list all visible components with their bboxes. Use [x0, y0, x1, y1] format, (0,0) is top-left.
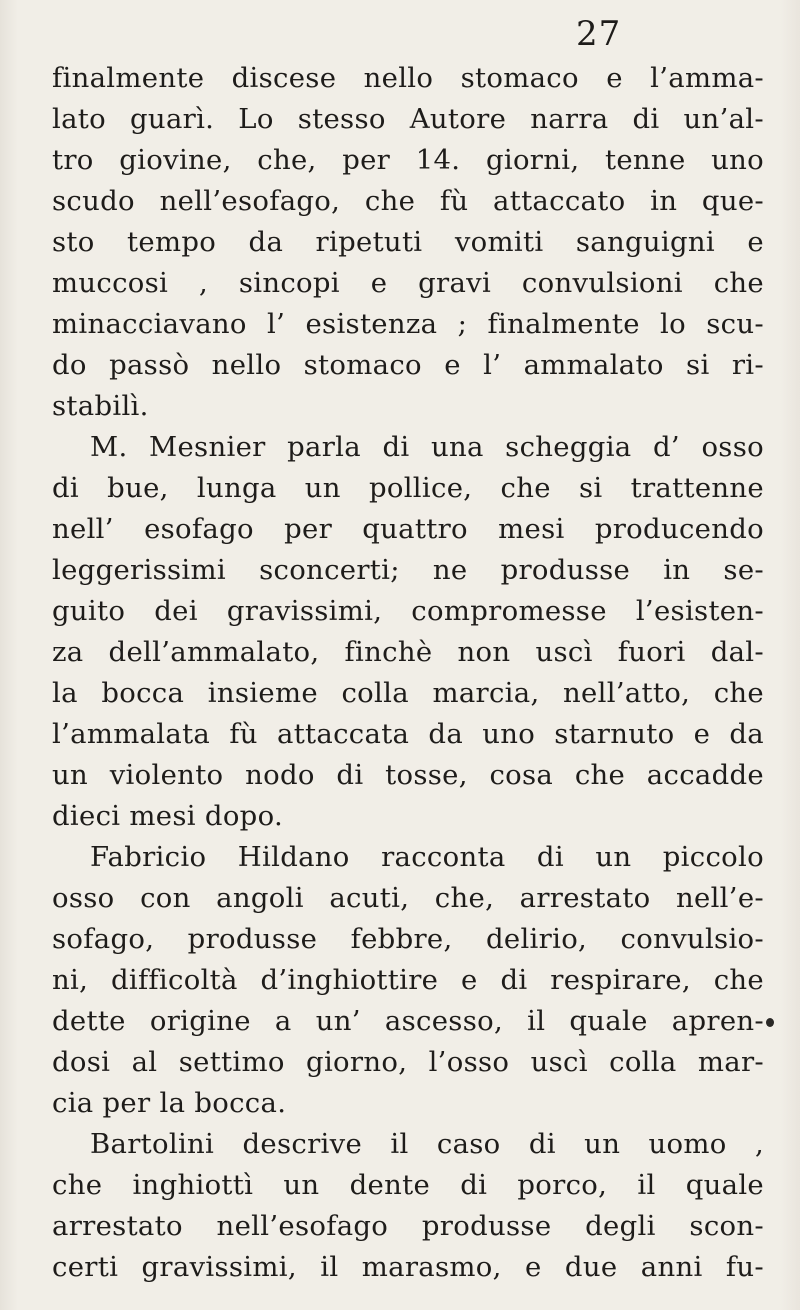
text-line: ni, difficoltà d’inghiottire e di respirare, che — [52, 964, 764, 996]
text-line: guito dei gravissimi, compromesse l’esisten- — [52, 595, 764, 627]
text-line: certi gravissimi, il marasmo, e due anni fu- — [52, 1251, 764, 1283]
text-line: dieci mesi dopo. — [52, 800, 283, 832]
ink-spot — [766, 1018, 774, 1027]
text-line: un violento nodo di tosse, cosa che accadde — [52, 759, 764, 791]
text-line: Fabricio Hildano racconta di un piccolo — [90, 841, 764, 873]
text-line: nell’ esofago per quattro mesi producendo — [52, 513, 764, 545]
text-line: scudo nell’esofago, che fù attaccato in que- — [52, 185, 764, 217]
text-line: arrestato nell’esofago produsse degli scon- — [52, 1210, 764, 1242]
text-line: dosi al settimo giorno, l’osso uscì colla mar- — [52, 1046, 764, 1078]
text-line: muccosi , sincopi e gravi convulsioni che — [52, 267, 764, 299]
text-line: che inghiottì un dente di porco, il quale — [52, 1169, 764, 1201]
text-line: finalmente discese nello stomaco e l’amma- — [52, 62, 764, 94]
text-line: osso con angoli acuti, che, arrestato nell’e- — [52, 882, 764, 914]
text-line: la bocca insieme colla marcia, nell’atto, che — [52, 677, 764, 709]
page-number: 27 — [576, 14, 622, 54]
text-line: M. Mesnier parla di una scheggia d’ osso — [90, 431, 764, 463]
text-line: do passò nello stomaco e l’ ammalato si ri- — [52, 349, 764, 381]
text-line: lato guarì. Lo stesso Autore narra di un’al- — [52, 103, 764, 135]
text-line: l’ammalata fù attaccata da uno starnuto e da — [52, 718, 764, 750]
text-line: tro giovine, che, per 14. giorni, tenne uno — [52, 144, 764, 176]
text-line: Bartolini descrive il caso di un uomo , — [90, 1128, 764, 1160]
text-line: za dell’ammalato, finchè non uscì fuori dal- — [52, 636, 764, 668]
body-text — [52, 58, 764, 1288]
text-line: cia per la bocca. — [52, 1087, 287, 1119]
text-line: minacciavano l’ esistenza ; finalmente lo scu- — [52, 308, 764, 340]
text-line: sofago, produsse febbre, delirio, convulsio- — [52, 923, 764, 955]
text-line: di bue, lunga un pollice, che si trattenne — [52, 472, 764, 504]
text-line: sto tempo da ripetuti vomiti sanguigni e — [52, 226, 764, 258]
text-line: stabilì. — [52, 390, 149, 422]
text-line: dette origine a un’ ascesso, il quale apren- — [52, 1005, 764, 1037]
text-line: leggerissimi sconcerti; ne produsse in se- — [52, 554, 764, 586]
